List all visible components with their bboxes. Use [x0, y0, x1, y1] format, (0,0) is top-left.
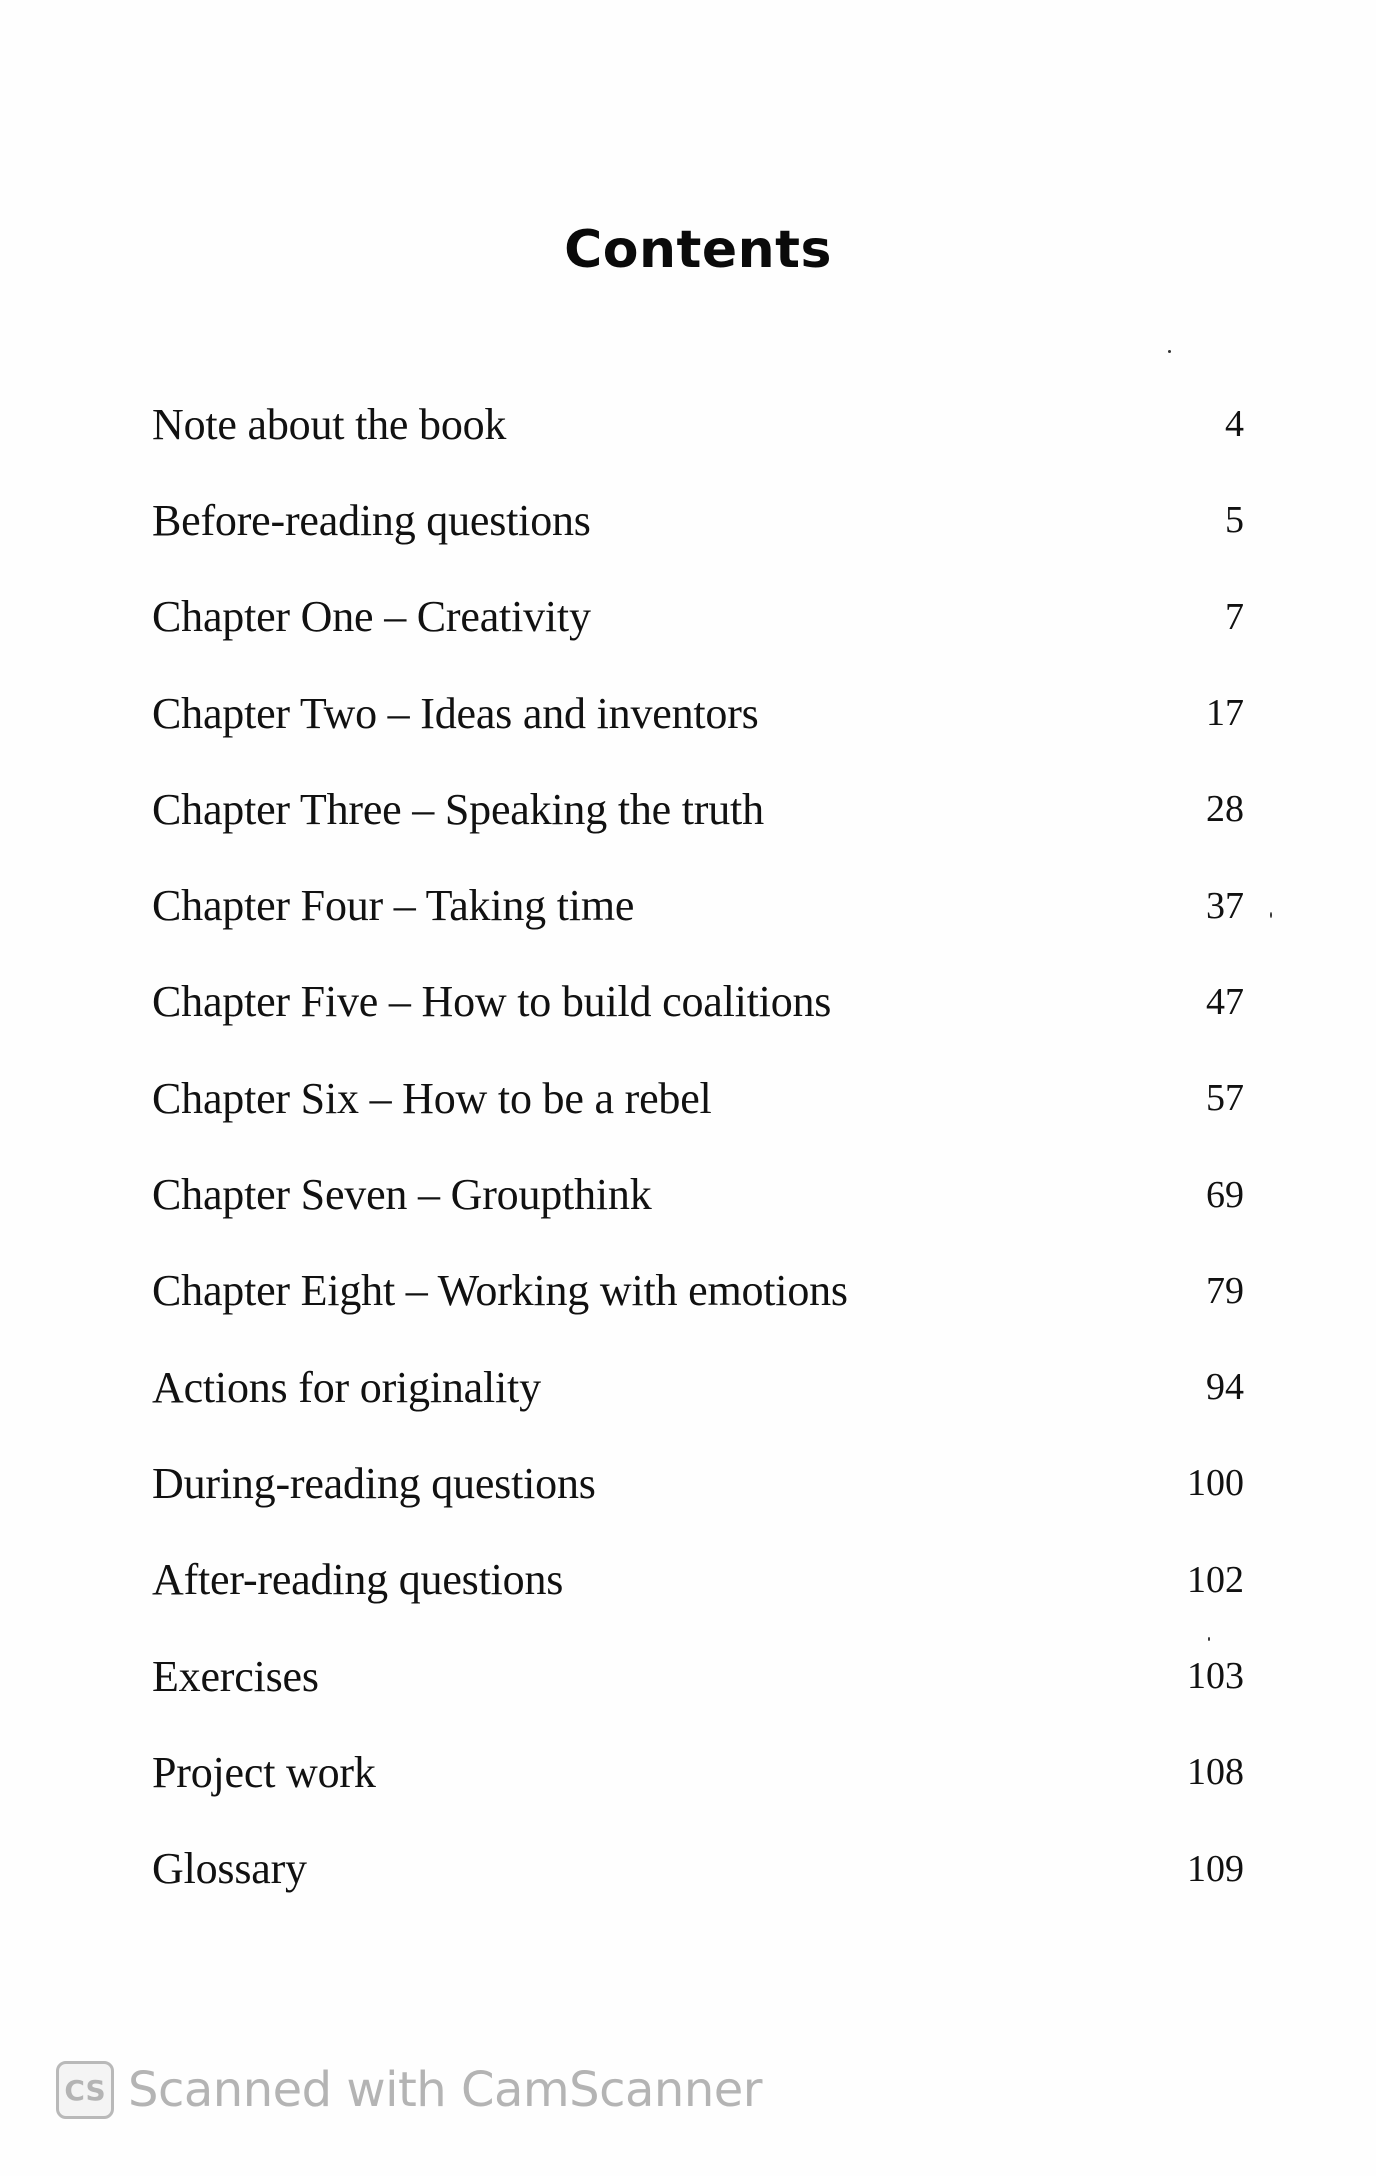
toc-entry-label: Chapter One – Creativity	[152, 592, 591, 642]
toc-entry-label: Project work	[152, 1747, 376, 1797]
toc-entry	[152, 376, 1244, 472]
toc-entry	[152, 1628, 1244, 1724]
toc-entry-label: Chapter Five – How to build coalitions	[152, 977, 832, 1027]
toc-entry	[152, 569, 1244, 665]
toc-entry-page: 5	[1225, 499, 1244, 542]
toc-entry-label: Chapter Seven – Groupthink	[152, 1170, 652, 1220]
toc-entry-page: 7	[1225, 595, 1244, 638]
toc-entry-label: Chapter Three – Speaking the truth	[152, 784, 764, 834]
toc-entry	[152, 1532, 1244, 1628]
toc-entry-label: Exercises	[152, 1651, 319, 1701]
toc-entry	[152, 472, 1244, 568]
toc-entry	[152, 954, 1244, 1050]
toc-entry	[152, 1243, 1244, 1339]
toc-entry	[152, 761, 1244, 857]
toc-entry	[152, 1724, 1244, 1820]
toc-entry	[152, 665, 1244, 761]
toc-entry	[152, 1050, 1244, 1146]
toc-entry-page: 94	[1206, 1366, 1244, 1409]
toc-entry-label: Chapter Two – Ideas and inventors	[152, 688, 759, 738]
camscanner-watermark	[56, 2054, 762, 2126]
toc-entry-page: 4	[1225, 403, 1244, 446]
toc-entry-label: Chapter Four – Taking time	[152, 881, 635, 931]
toc-entry-label: Chapter Eight – Working with emotions	[152, 1266, 848, 1316]
toc-entry	[152, 1435, 1244, 1531]
toc-entry-label: Before-reading questions	[152, 495, 591, 545]
toc-entry-label: Actions for originality	[152, 1362, 541, 1412]
toc-entry-page: 108	[1187, 1751, 1244, 1794]
camscanner-logo-icon: CS	[56, 2061, 114, 2119]
page-title: Contents	[564, 220, 832, 280]
toc-entry-page: 69	[1206, 1173, 1244, 1216]
toc-entry	[152, 1339, 1244, 1435]
scan-speck	[1270, 912, 1272, 918]
toc-entry-label: Chapter Six – How to be a rebel	[152, 1073, 712, 1123]
table-of-contents	[152, 376, 1244, 1917]
toc-entry-page: 102	[1187, 1558, 1244, 1601]
toc-entry-page: 37	[1206, 884, 1244, 927]
toc-entry-label: Note about the book	[152, 399, 507, 449]
toc-entry	[152, 1820, 1244, 1916]
watermark-text: Scanned with CamScanner	[128, 2062, 763, 2118]
toc-entry-page: 47	[1206, 980, 1244, 1023]
toc-entry-page: 28	[1206, 788, 1244, 831]
toc-entry	[152, 857, 1244, 953]
toc-entry-label: After-reading questions	[152, 1555, 564, 1605]
toc-entry-label: During-reading questions	[152, 1458, 596, 1508]
toc-entry	[152, 1146, 1244, 1242]
scan-speck	[1168, 350, 1171, 353]
toc-entry-page: 79	[1206, 1269, 1244, 1312]
toc-entry-page: 109	[1187, 1847, 1244, 1890]
toc-entry-page: 17	[1206, 692, 1244, 735]
scan-speck	[1208, 1637, 1210, 1641]
toc-entry-page: 103	[1187, 1655, 1244, 1697]
toc-entry-label: Glossary	[152, 1844, 307, 1894]
toc-entry-page: 100	[1187, 1462, 1244, 1505]
toc-entry-page: 57	[1206, 1077, 1244, 1120]
